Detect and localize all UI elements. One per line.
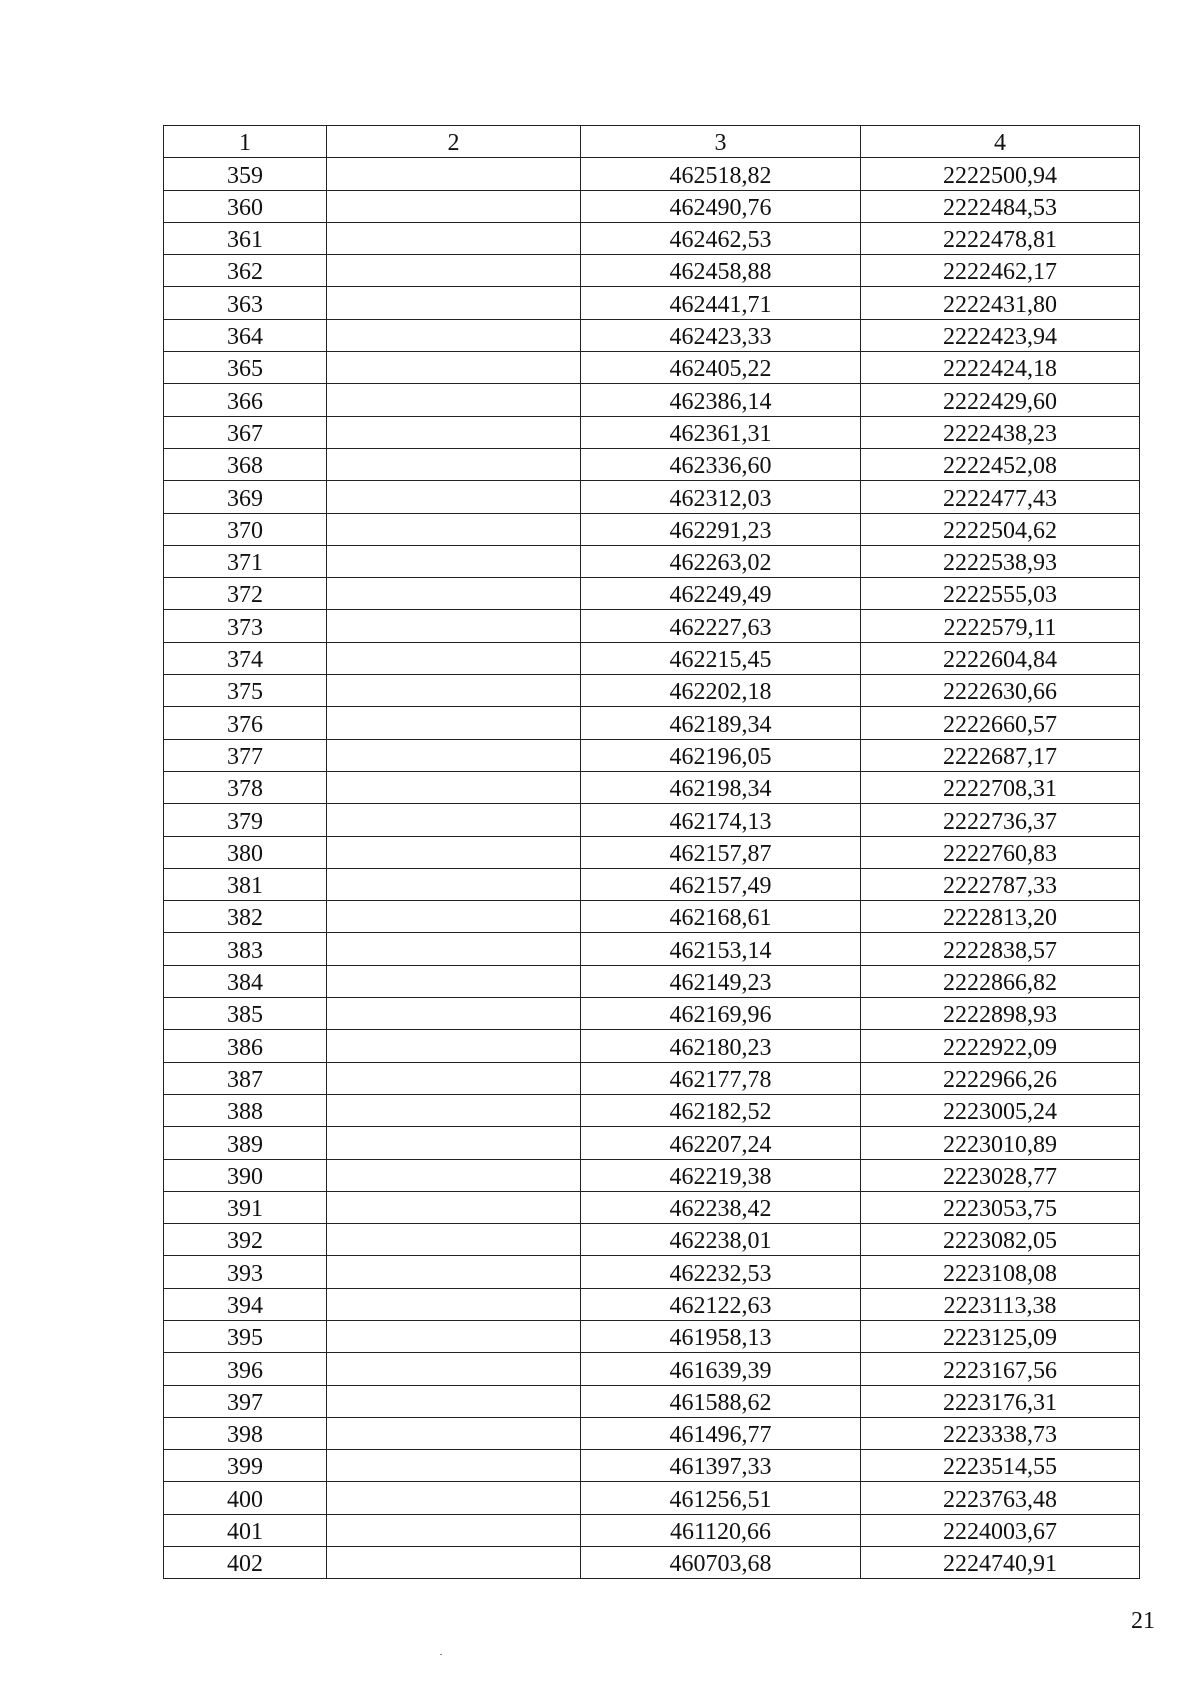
point-number-cell: 398 bbox=[164, 1417, 327, 1449]
table-row bbox=[164, 1159, 1140, 1191]
column-header-4: 4 bbox=[861, 126, 1140, 158]
description-cell bbox=[327, 675, 581, 707]
y-coordinate-cell: 2222438,23 bbox=[861, 416, 1140, 448]
point-number-cell: 382 bbox=[164, 901, 327, 933]
y-coordinate-cell: 2222504,62 bbox=[861, 513, 1140, 545]
table-row bbox=[164, 190, 1140, 222]
x-coordinate-cell: 462312,03 bbox=[581, 481, 861, 513]
description-cell bbox=[327, 965, 581, 997]
y-coordinate-cell: 2222477,43 bbox=[861, 481, 1140, 513]
point-number-cell: 378 bbox=[164, 771, 327, 803]
x-coordinate-cell: 462423,33 bbox=[581, 319, 861, 351]
x-coordinate-cell: 461120,66 bbox=[581, 1514, 861, 1546]
table-row bbox=[164, 965, 1140, 997]
description-cell bbox=[327, 1482, 581, 1514]
table-row bbox=[164, 352, 1140, 384]
x-coordinate-cell: 462518,82 bbox=[581, 158, 861, 190]
y-coordinate-cell: 2222630,66 bbox=[861, 675, 1140, 707]
x-coordinate-cell: 461256,51 bbox=[581, 1482, 861, 1514]
y-coordinate-cell: 2224740,91 bbox=[861, 1547, 1140, 1579]
description-cell bbox=[327, 610, 581, 642]
y-coordinate-cell: 2223167,56 bbox=[861, 1353, 1140, 1385]
point-number-cell: 385 bbox=[164, 998, 327, 1030]
x-coordinate-cell: 462238,42 bbox=[581, 1191, 861, 1223]
x-coordinate-cell: 462249,49 bbox=[581, 578, 861, 610]
point-number-cell: 367 bbox=[164, 416, 327, 448]
point-number-cell: 397 bbox=[164, 1385, 327, 1417]
x-coordinate-cell: 462232,53 bbox=[581, 1256, 861, 1288]
description-cell bbox=[327, 1514, 581, 1546]
x-coordinate-cell: 462198,34 bbox=[581, 771, 861, 803]
description-cell bbox=[327, 384, 581, 416]
y-coordinate-cell: 2222866,82 bbox=[861, 965, 1140, 997]
table-row bbox=[164, 771, 1140, 803]
y-coordinate-cell: 2222604,84 bbox=[861, 642, 1140, 674]
x-coordinate-cell: 462182,52 bbox=[581, 1094, 861, 1126]
y-coordinate-cell: 2222760,83 bbox=[861, 836, 1140, 868]
point-number-cell: 363 bbox=[164, 287, 327, 319]
point-number-cell: 375 bbox=[164, 675, 327, 707]
point-number-cell: 368 bbox=[164, 448, 327, 480]
x-coordinate-cell: 462157,87 bbox=[581, 836, 861, 868]
x-coordinate-cell: 462219,38 bbox=[581, 1159, 861, 1191]
table-row bbox=[164, 1288, 1140, 1320]
point-number-cell: 393 bbox=[164, 1256, 327, 1288]
point-number-cell: 399 bbox=[164, 1450, 327, 1482]
description-cell bbox=[327, 1320, 581, 1352]
table-row bbox=[164, 642, 1140, 674]
x-coordinate-cell: 462180,23 bbox=[581, 1030, 861, 1062]
description-cell bbox=[327, 1030, 581, 1062]
table-row bbox=[164, 675, 1140, 707]
scan-speck bbox=[440, 1654, 442, 1655]
description-cell bbox=[327, 1547, 581, 1579]
y-coordinate-cell: 2222423,94 bbox=[861, 319, 1140, 351]
y-coordinate-cell: 2223338,73 bbox=[861, 1417, 1140, 1449]
header-row bbox=[164, 126, 1140, 158]
point-number-cell: 365 bbox=[164, 352, 327, 384]
table-row bbox=[164, 1256, 1140, 1288]
point-number-cell: 387 bbox=[164, 1062, 327, 1094]
table-row bbox=[164, 1030, 1140, 1062]
table-row bbox=[164, 1191, 1140, 1223]
description-cell bbox=[327, 998, 581, 1030]
table-row bbox=[164, 1320, 1140, 1352]
table-row bbox=[164, 513, 1140, 545]
y-coordinate-cell: 2222431,80 bbox=[861, 287, 1140, 319]
description-cell bbox=[327, 545, 581, 577]
point-number-cell: 396 bbox=[164, 1353, 327, 1385]
y-coordinate-cell: 2223028,77 bbox=[861, 1159, 1140, 1191]
description-cell bbox=[327, 255, 581, 287]
y-coordinate-cell: 2222687,17 bbox=[861, 739, 1140, 771]
table-header bbox=[164, 126, 1140, 158]
x-coordinate-cell: 461958,13 bbox=[581, 1320, 861, 1352]
x-coordinate-cell: 462202,18 bbox=[581, 675, 861, 707]
table-row bbox=[164, 287, 1140, 319]
x-coordinate-cell: 462168,61 bbox=[581, 901, 861, 933]
table-row bbox=[164, 1547, 1140, 1579]
description-cell bbox=[327, 352, 581, 384]
point-number-cell: 390 bbox=[164, 1159, 327, 1191]
description-cell bbox=[327, 933, 581, 965]
point-number-cell: 384 bbox=[164, 965, 327, 997]
x-coordinate-cell: 462238,01 bbox=[581, 1224, 861, 1256]
table-row bbox=[164, 707, 1140, 739]
description-cell bbox=[327, 1191, 581, 1223]
description-cell bbox=[327, 1256, 581, 1288]
table-row bbox=[164, 319, 1140, 351]
table-row bbox=[164, 1224, 1140, 1256]
point-number-cell: 389 bbox=[164, 1127, 327, 1159]
x-coordinate-cell: 462458,88 bbox=[581, 255, 861, 287]
description-cell bbox=[327, 481, 581, 513]
point-number-cell: 364 bbox=[164, 319, 327, 351]
y-coordinate-cell: 2223176,31 bbox=[861, 1385, 1140, 1417]
table-row bbox=[164, 481, 1140, 513]
x-coordinate-cell: 462149,23 bbox=[581, 965, 861, 997]
y-coordinate-cell: 2223053,75 bbox=[861, 1191, 1140, 1223]
y-coordinate-cell: 2222813,20 bbox=[861, 901, 1140, 933]
column-header-2: 2 bbox=[327, 126, 581, 158]
description-cell bbox=[327, 158, 581, 190]
y-coordinate-cell: 2223082,05 bbox=[861, 1224, 1140, 1256]
description-cell bbox=[327, 642, 581, 674]
description-cell bbox=[327, 1159, 581, 1191]
y-coordinate-cell: 2222462,17 bbox=[861, 255, 1140, 287]
x-coordinate-cell: 462441,71 bbox=[581, 287, 861, 319]
x-coordinate-cell: 462189,34 bbox=[581, 707, 861, 739]
x-coordinate-cell: 462490,76 bbox=[581, 190, 861, 222]
description-cell bbox=[327, 901, 581, 933]
x-coordinate-cell: 462462,53 bbox=[581, 222, 861, 254]
description-cell bbox=[327, 222, 581, 254]
description-cell bbox=[327, 448, 581, 480]
x-coordinate-cell: 461496,77 bbox=[581, 1417, 861, 1449]
x-coordinate-cell: 462177,78 bbox=[581, 1062, 861, 1094]
coordinates-table bbox=[163, 125, 1140, 1579]
table-row bbox=[164, 1450, 1140, 1482]
description-cell bbox=[327, 707, 581, 739]
y-coordinate-cell: 2222538,93 bbox=[861, 545, 1140, 577]
table-row bbox=[164, 448, 1140, 480]
table-row bbox=[164, 933, 1140, 965]
table-row bbox=[164, 158, 1140, 190]
y-coordinate-cell: 2222660,57 bbox=[861, 707, 1140, 739]
point-number-cell: 386 bbox=[164, 1030, 327, 1062]
table-row bbox=[164, 1062, 1140, 1094]
table-row bbox=[164, 804, 1140, 836]
description-cell bbox=[327, 1288, 581, 1320]
y-coordinate-cell: 2223763,48 bbox=[861, 1482, 1140, 1514]
description-cell bbox=[327, 739, 581, 771]
x-coordinate-cell: 462386,14 bbox=[581, 384, 861, 416]
point-number-cell: 372 bbox=[164, 578, 327, 610]
description-cell bbox=[327, 804, 581, 836]
x-coordinate-cell: 462122,63 bbox=[581, 1288, 861, 1320]
table-row bbox=[164, 868, 1140, 900]
x-coordinate-cell: 462263,02 bbox=[581, 545, 861, 577]
y-coordinate-cell: 2222736,37 bbox=[861, 804, 1140, 836]
point-number-cell: 395 bbox=[164, 1320, 327, 1352]
table-row bbox=[164, 1127, 1140, 1159]
x-coordinate-cell: 461588,62 bbox=[581, 1385, 861, 1417]
description-cell bbox=[327, 287, 581, 319]
description-cell bbox=[327, 1353, 581, 1385]
point-number-cell: 392 bbox=[164, 1224, 327, 1256]
description-cell bbox=[327, 1127, 581, 1159]
x-coordinate-cell: 461397,33 bbox=[581, 1450, 861, 1482]
table-row bbox=[164, 739, 1140, 771]
table-row bbox=[164, 1094, 1140, 1126]
y-coordinate-cell: 2222922,09 bbox=[861, 1030, 1140, 1062]
y-coordinate-cell: 2222787,33 bbox=[861, 868, 1140, 900]
point-number-cell: 388 bbox=[164, 1094, 327, 1126]
point-number-cell: 374 bbox=[164, 642, 327, 674]
table-row bbox=[164, 901, 1140, 933]
y-coordinate-cell: 2222452,08 bbox=[861, 448, 1140, 480]
y-coordinate-cell: 2222555,03 bbox=[861, 578, 1140, 610]
x-coordinate-cell: 461639,39 bbox=[581, 1353, 861, 1385]
y-coordinate-cell: 2223005,24 bbox=[861, 1094, 1140, 1126]
y-coordinate-cell: 2222484,53 bbox=[861, 190, 1140, 222]
point-number-cell: 366 bbox=[164, 384, 327, 416]
x-coordinate-cell: 462361,31 bbox=[581, 416, 861, 448]
point-number-cell: 381 bbox=[164, 868, 327, 900]
point-number-cell: 360 bbox=[164, 190, 327, 222]
description-cell bbox=[327, 1450, 581, 1482]
point-number-cell: 362 bbox=[164, 255, 327, 287]
description-cell bbox=[327, 416, 581, 448]
point-number-cell: 379 bbox=[164, 804, 327, 836]
description-cell bbox=[327, 771, 581, 803]
y-coordinate-cell: 2222708,31 bbox=[861, 771, 1140, 803]
description-cell bbox=[327, 1385, 581, 1417]
x-coordinate-cell: 460703,68 bbox=[581, 1547, 861, 1579]
point-number-cell: 370 bbox=[164, 513, 327, 545]
table-row bbox=[164, 255, 1140, 287]
x-coordinate-cell: 462207,24 bbox=[581, 1127, 861, 1159]
table-row bbox=[164, 545, 1140, 577]
table-row bbox=[164, 384, 1140, 416]
y-coordinate-cell: 2223125,09 bbox=[861, 1320, 1140, 1352]
column-header-3: 3 bbox=[581, 126, 861, 158]
y-coordinate-cell: 2222898,93 bbox=[861, 998, 1140, 1030]
table-row bbox=[164, 1353, 1140, 1385]
description-cell bbox=[327, 319, 581, 351]
point-number-cell: 371 bbox=[164, 545, 327, 577]
point-number-cell: 376 bbox=[164, 707, 327, 739]
y-coordinate-cell: 2222579,11 bbox=[861, 610, 1140, 642]
y-coordinate-cell: 2222500,94 bbox=[861, 158, 1140, 190]
x-coordinate-cell: 462196,05 bbox=[581, 739, 861, 771]
description-cell bbox=[327, 513, 581, 545]
y-coordinate-cell: 2222966,26 bbox=[861, 1062, 1140, 1094]
description-cell bbox=[327, 868, 581, 900]
description-cell bbox=[327, 1062, 581, 1094]
point-number-cell: 373 bbox=[164, 610, 327, 642]
y-coordinate-cell: 2223010,89 bbox=[861, 1127, 1140, 1159]
description-cell bbox=[327, 836, 581, 868]
point-number-cell: 401 bbox=[164, 1514, 327, 1546]
description-cell bbox=[327, 190, 581, 222]
x-coordinate-cell: 462169,96 bbox=[581, 998, 861, 1030]
x-coordinate-cell: 462291,23 bbox=[581, 513, 861, 545]
table-row bbox=[164, 578, 1140, 610]
table-row bbox=[164, 610, 1140, 642]
x-coordinate-cell: 462174,13 bbox=[581, 804, 861, 836]
y-coordinate-cell: 2222478,81 bbox=[861, 222, 1140, 254]
table-row bbox=[164, 1482, 1140, 1514]
table-body bbox=[164, 158, 1140, 1579]
table-row bbox=[164, 1385, 1140, 1417]
y-coordinate-cell: 2223113,38 bbox=[861, 1288, 1140, 1320]
table-row bbox=[164, 222, 1140, 254]
x-coordinate-cell: 462215,45 bbox=[581, 642, 861, 674]
y-coordinate-cell: 2222424,18 bbox=[861, 352, 1140, 384]
y-coordinate-cell: 2223108,08 bbox=[861, 1256, 1140, 1288]
x-coordinate-cell: 462336,60 bbox=[581, 448, 861, 480]
y-coordinate-cell: 2223514,55 bbox=[861, 1450, 1140, 1482]
point-number-cell: 402 bbox=[164, 1547, 327, 1579]
description-cell bbox=[327, 1417, 581, 1449]
table-row bbox=[164, 416, 1140, 448]
x-coordinate-cell: 462405,22 bbox=[581, 352, 861, 384]
x-coordinate-cell: 462227,63 bbox=[581, 610, 861, 642]
description-cell bbox=[327, 578, 581, 610]
table-row bbox=[164, 998, 1140, 1030]
table-row bbox=[164, 836, 1140, 868]
y-coordinate-cell: 2222838,57 bbox=[861, 933, 1140, 965]
y-coordinate-cell: 2224003,67 bbox=[861, 1514, 1140, 1546]
description-cell bbox=[327, 1094, 581, 1126]
table-row bbox=[164, 1514, 1140, 1546]
page-number: 21 bbox=[1131, 1608, 1155, 1634]
point-number-cell: 369 bbox=[164, 481, 327, 513]
x-coordinate-cell: 462153,14 bbox=[581, 933, 861, 965]
point-number-cell: 380 bbox=[164, 836, 327, 868]
y-coordinate-cell: 2222429,60 bbox=[861, 384, 1140, 416]
point-number-cell: 391 bbox=[164, 1191, 327, 1223]
point-number-cell: 400 bbox=[164, 1482, 327, 1514]
x-coordinate-cell: 462157,49 bbox=[581, 868, 861, 900]
point-number-cell: 359 bbox=[164, 158, 327, 190]
point-number-cell: 377 bbox=[164, 739, 327, 771]
point-number-cell: 394 bbox=[164, 1288, 327, 1320]
description-cell bbox=[327, 1224, 581, 1256]
point-number-cell: 383 bbox=[164, 933, 327, 965]
point-number-cell: 361 bbox=[164, 222, 327, 254]
table-row bbox=[164, 1417, 1140, 1449]
column-header-1: 1 bbox=[164, 126, 327, 158]
